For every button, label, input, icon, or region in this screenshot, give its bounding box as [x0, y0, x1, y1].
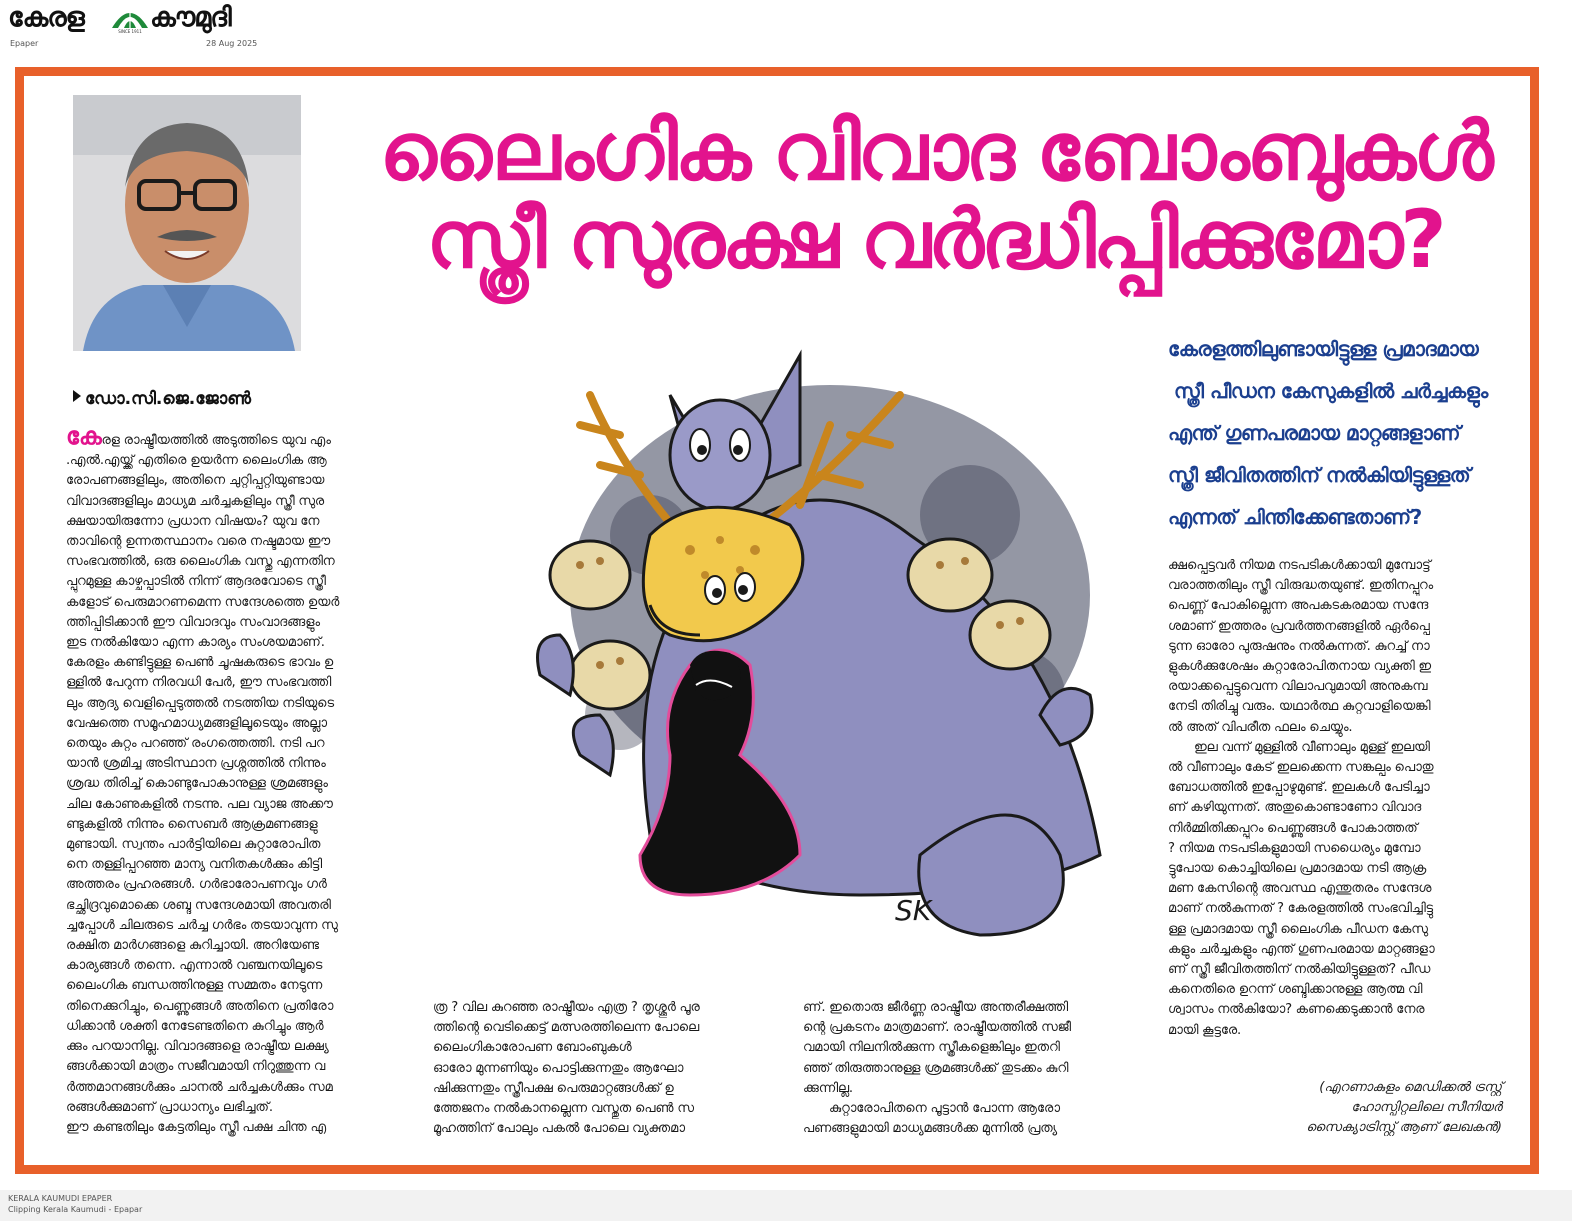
- article-line: സംഭവത്തിൽ, ഒരു ലൈംഗിക വസ്തു എന്നതിന: [66, 554, 335, 570]
- author-note-line: ഹോസ്പിറ്റലിലെ സീനിയർ: [1351, 1100, 1502, 1115]
- article-line: കുറ്റാരോപിതനെ പൂട്ടാൻ പോന്ന ആരോ: [829, 1101, 1060, 1117]
- masthead-section: Epaper: [10, 39, 39, 48]
- article-line: കളോട് പെരുമാറണമെന്ന സന്ദേശത്തെ ഉയർ: [66, 594, 340, 610]
- article-line: തിനെക്കുറിച്ചും, പെണ്ണുങ്ങൾ അതിനെ പ്രതിരോ: [66, 998, 334, 1014]
- article-line: ത്തിപ്പിടിക്കാൻ ഈ വിവാദവും സംവാദങ്ങളും: [66, 614, 320, 630]
- article-line: പെണ്ണ് പോകില്ലെന്ന അപകടകരമായ സന്ദേ: [1168, 598, 1429, 614]
- article-line: രങ്ങൾക്കുമാണ് പ്രാധാന്യം ലഭിച്ചത്.: [66, 1099, 273, 1115]
- article-line: കേരളം കണ്ടിട്ടുള്ള പെൺ ചൂഷകരുടെ ഭാവം ഉ: [66, 655, 334, 671]
- article-line: ത്തിന്റെ വെടിക്കെട്ട് മത്സരത്തിലെന്ന പോലെ: [433, 1020, 700, 1036]
- article-line: പണങ്ങളുമായി മാധ്യമങ്ങൾക്ക മുന്നിൽ പ്രത്യ: [803, 1121, 1057, 1137]
- author-note: [1240, 1078, 1502, 1138]
- logo-caption: SINCE 1911: [118, 29, 142, 34]
- byline: [73, 389, 251, 409]
- article-line: ത്തേജനം നൽകാനല്ലെന്ന വസ്തുത പെൺ സ: [433, 1101, 695, 1117]
- article-line: ശമാണ് ഇത്തരം പ്രവർത്തനങ്ങളിൽ ഏർപ്പെ: [1168, 618, 1430, 634]
- article-line: ൽ വീണാലും കേട് ഇലക്കെന്ന സങ്കല്പം പൊതു: [1168, 760, 1434, 776]
- article-line: നിർമ്മിതിക്കപ്പുറം പെണ്ണുങ്ങൾ പോകാത്തത്: [1168, 820, 1418, 836]
- article-line: ച്ചപ്പോൾ ചിലരുടെ ചർച്ച ഗർഭം തടയാവുന്ന സു: [66, 917, 338, 933]
- article-line: രോപണങ്ങളിലും, അതിനെ ചുറ്റിപ്പറ്റിയുണ്ടായ: [66, 473, 325, 489]
- article-line: കനെതിരെ ഉറന്ന് ശബ്ദിക്കാനുള്ള ആത്മ വി: [1168, 982, 1423, 998]
- illustration-signature: SK: [895, 894, 932, 927]
- article-line: ക്ഷയായിരുന്നോ പ്രധാന വിഷയം? യുവ നേ: [66, 513, 320, 529]
- article-line: നേടി തിരിച്ചു വരും. യഥാർത്ഥ കുറ്റവാളിയെങ്കി: [1168, 699, 1431, 715]
- article-line: ബോധത്തിൽ ഇപ്പോഴുമുണ്ട്. ഇലകൾ പേടിച്ചാ: [1168, 780, 1430, 796]
- article-line: ണ് കഴിയുന്നത്. അതുകൊണ്ടാണോ വിവാദ: [1168, 800, 1422, 816]
- article-line: അത്തരം പ്രഹരങ്ങൾ. ഗർഭാരോപണവും ഗർ: [66, 877, 327, 893]
- byline-author: ഡോ.സി.ജെ.ജോൺ: [85, 389, 252, 409]
- article-line: വമായി നിലനിൽക്കുന്ന സ്ത്രീകളെങ്കിലും ഇതറി: [803, 1040, 1060, 1056]
- article-line: വരാത്തതിലും സ്ത്രീ വിരുദ്ധതയുണ്ട്. ഇതിനപ്പുറം: [1168, 578, 1433, 594]
- article-line: മാണ് നൽകുന്നത് ? കേരളത്തിൽ സംഭവിച്ചിട്ടു: [1168, 901, 1433, 917]
- article-column-3: [803, 998, 1133, 1139]
- article-line: ഈ കണ്ടതിലും കേട്ടതിലും സ്ത്രീ പക്ഷ ചിന്ത എ: [66, 1119, 327, 1135]
- masthead-title-part2: കൗമുദി: [150, 2, 231, 33]
- article-line: ശ്വാസം നൽകിയോ? കണക്കെടുക്കാൻ നേര: [1168, 1002, 1425, 1018]
- article-line: ക്ഷപ്പെട്ടവർ നിയമ നടപടികൾക്കായി മുമ്പോട്ട്: [1168, 558, 1431, 573]
- article-line: ന്റെ പ്രകടനം മാത്രമാണ്. രാഷ്ട്രീയത്തിൽ സജീ: [803, 1020, 1071, 1036]
- article-line: ട്ടുപോയ കൊച്ചിയിലെ പ്രമാദമായ നടി ആക്ര: [1168, 861, 1427, 877]
- article-line: ഇട നൽകിയോ എന്ന കാര്യം സംശയമാണ്.: [66, 635, 325, 651]
- footer-brand: KERALA KAUMUDI EPAPER: [8, 1194, 113, 1203]
- article-line: ? നിയമ നടപടികളുമായി സധൈര്യം മുമ്പോ: [1168, 840, 1421, 856]
- headline-line2: സ്ത്രീ സുരക്ഷ വർദ്ധിപ്പിക്കുമോ?: [426, 193, 1444, 286]
- article-line: ർത്തമാനങ്ങൾക്കും ചാനൽ ചർച്ചകൾക്കും സമ: [66, 1079, 333, 1095]
- article-line: പ്പുറമുള്ള കാഴ്ചപ്പാടിൽ നിന്ന് ആദരവോടെ സ്ത്രീ: [66, 574, 326, 590]
- pull-quote-line: സ്ത്രീ പീഡന കേസുകളിൽ ചർച്ചകളും: [1174, 379, 1488, 403]
- author-photo: [73, 95, 301, 351]
- article-line: ഷിക്കുന്നതും സ്ത്രീപക്ഷ പെരുമാറ്റങ്ങൾക്ക് ഉ: [433, 1080, 674, 1096]
- headline-line1: ലൈംഗിക വിവാദ ബോംബുകൾ: [379, 105, 1491, 198]
- article-line: നെ തള്ളിപ്പറഞ്ഞ മാന്യ വനിതകൾക്കും കിട്ടി: [66, 857, 322, 873]
- article-line: രക്ഷിത മാർഗങ്ങളെ കുറിച്ചായി. അറിയേണ്ട: [66, 938, 319, 954]
- article-line: ചില കോണുകളിൽ നടന്നു. പല വ്യാജ അക്കൗ: [66, 796, 333, 812]
- article-line: യാൻ ശ്രമിച്ച അടിസ്ഥാന പ്രശ്നത്തിൽ നിന്നും: [66, 756, 326, 772]
- article-column-2: [433, 998, 763, 1139]
- article-line: ള്ളിൽ പേറുന്ന നിരവധി പേർ, ഈ സംഭവത്തി: [66, 675, 332, 691]
- article-line: ലൈംഗിക ബന്ധത്തിനുള്ള സമ്മതം നേടുന്ന: [66, 978, 323, 994]
- article-line: ശ്രദ്ധ തിരിച്ച് കൊണ്ടുപോകാനുള്ള ശ്രമങ്ങളും: [66, 776, 328, 792]
- pull-quote-line: സ്ത്രീ ജീവിതത്തിന് നൽകിയിട്ടുള്ളത്: [1168, 463, 1471, 487]
- footer-clipping: Clipping Kerala Kaumudi - Epapar: [8, 1205, 143, 1214]
- article-line: ലും ആദ്യ വെളിപ്പെടുത്തൽ നടത്തിയ നടിയുടെ: [66, 695, 335, 711]
- article-line: ള്ള പ്രമാദമായ സ്ത്രീ ലൈംഗിക പീഡന കേസു: [1168, 921, 1428, 937]
- article-line: ങ്ങൾക്കായി മാത്രം സജീവമായി നിറുത്തുന്ന വ: [66, 1059, 326, 1075]
- article-line: ക്കും പറയാനില്ല. വിവാദങ്ങളെ രാഷ്ട്രീയ ലക്ഷ്യ: [66, 1039, 329, 1055]
- headline: [360, 105, 1510, 286]
- article-line: ൽ അത് വിപരീത ഫലം ചെയ്യും.: [1168, 719, 1353, 735]
- article-line: ണ്. ഇതൊരു ജീർണ്ണ രാഷ്ട്രീയ അന്തരീക്ഷത്തി: [803, 1000, 1068, 1015]
- pull-quote-line: കേരളത്തിലുണ്ടായിട്ടുള്ള പ്രമാദമായ: [1168, 337, 1479, 361]
- article-line: ഭച്ഛിദ്രവുമൊക്കെ ശബ്ദ സന്ദേശമായി അവതരി: [66, 897, 331, 913]
- article-line: ഇല വന്ന് മുള്ളിൽ വീണാലും മുള്ള് ഇലയി: [1194, 739, 1430, 755]
- article-line: താവിന്റെ ഉന്നതസ്ഥാനം വരെ നഷ്ടമായ ഈ: [66, 534, 331, 550]
- article-line: തെയും കുറ്റം പറഞ്ഞ് രംഗത്തെത്തി. നടി പറ: [66, 736, 325, 752]
- article-line: ത്ര ? വില കുറഞ്ഞ രാഷ്ട്രീയം എത്ര ? തൃശ്ശൂർ പൂര: [433, 1000, 700, 1015]
- kaumudi-logo-icon: [108, 2, 152, 34]
- article-column-1: [66, 426, 402, 1138]
- article-line: ണ് സ്ത്രീ ജീവിതത്തിന് നൽകിയിട്ടുള്ളത്? പീഡ: [1168, 962, 1431, 978]
- article-line: ഓരോ മുന്നണിയും പൊട്ടിക്കുന്നതും ആഘോ: [433, 1060, 684, 1076]
- epaper-footer: [0, 1190, 1572, 1221]
- article-line: ഞ്ഞ് തിരുത്താനുള്ള ശ്രമങ്ങൾക്ക് തുടക്കം കുറി: [803, 1060, 1069, 1076]
- article-first-line: [66, 426, 402, 451]
- article-line: ധിക്കാൻ ശക്തി നേടേണ്ടതിനെ കുറിച്ചും ആർ: [66, 1018, 324, 1034]
- article-line: ടുന്ന ഓരോ പുരുഷനും നൽകുന്നത്. കുറച്ച് നാ: [1168, 638, 1430, 654]
- article-line: മണ കേസിന്റെ അവസ്ഥ എന്തുതരം സന്ദേശ: [1168, 881, 1432, 897]
- author-portrait-icon: [73, 95, 301, 351]
- article-line: രള രാഷ്ട്രീയത്തിൽ അടുത്തിടെ യുവ എം: [101, 433, 331, 448]
- article-line: മുണ്ടായി. സ്വന്തം പാർട്ടിയിലെ കുറ്റാരോപിത: [66, 837, 321, 853]
- masthead: [8, 2, 258, 48]
- article-line: വേഷത്തെ സമൂഹമാധ്യമങ്ങളിലൂടെയും അല്ലാ: [66, 715, 327, 731]
- author-note-line: സൈക്യാട്രിസ്റ്റ് ആണ് ലേഖകൻ): [1306, 1120, 1502, 1135]
- author-note-line: (എറണാകുളം മെഡിക്കൽ ട്രസ്റ്റ്: [1319, 1080, 1502, 1095]
- article-line: ക്കുന്നില്ല.: [803, 1080, 853, 1096]
- article-line: രയാക്കപ്പെട്ടുവെന്ന വിലാപവുമായി അനുകമ്പ: [1168, 679, 1428, 695]
- masthead-title-part1: കേരള: [8, 2, 84, 33]
- pull-quote: [1168, 328, 1508, 538]
- cartoon-illustration: [500, 335, 1140, 950]
- byline-arrow-icon: [73, 390, 81, 402]
- article-line: മൂഹത്തിന് പോലും പകൽ പോലെ വ്യക്തമാ: [433, 1121, 685, 1137]
- article-line: ലൈംഗികാരോപണ ബോംബുകൾ: [433, 1040, 632, 1056]
- article-line: കാര്യങ്ങൾ തന്നെ. എന്നാൽ വഞ്ചനയിലൂടെ: [66, 958, 323, 974]
- article-line: ളുകൾക്കുശേഷം കുറ്റാരോപിതനായ വ്യക്തി ഇ: [1168, 659, 1432, 675]
- pull-quote-line: എന്ത് ഗുണപരമായ മാറ്റങ്ങളാണ്: [1168, 421, 1461, 445]
- article-line: .എൽ.എയ്ക്ക് എതിരെ ഉയർന്ന ലൈംഗിക ആ: [66, 453, 327, 469]
- article-line: കളും ചർച്ചകളും എന്ത് ഗുണപരമായ മാറ്റങ്ങളാ: [1168, 941, 1435, 957]
- dropcap: കേ: [66, 426, 102, 450]
- pull-quote-line: എന്നത് ചിന്തിക്കേണ്ടതാണ്?: [1168, 505, 1422, 529]
- masthead-date: 28 Aug 2025: [206, 39, 258, 48]
- article-line: മായി കൂട്ടരേ.: [1168, 1022, 1241, 1038]
- article-column-4: [1168, 556, 1508, 1041]
- article-line: ണ്ടുകളിൽ നിന്നും സൈബർ ആക്രമണങ്ങളു: [66, 816, 318, 832]
- article-line: വിവാദങ്ങളിലും മാധ്യമ ചർച്ചകളിലും സ്ത്രീ സുര: [66, 493, 325, 509]
